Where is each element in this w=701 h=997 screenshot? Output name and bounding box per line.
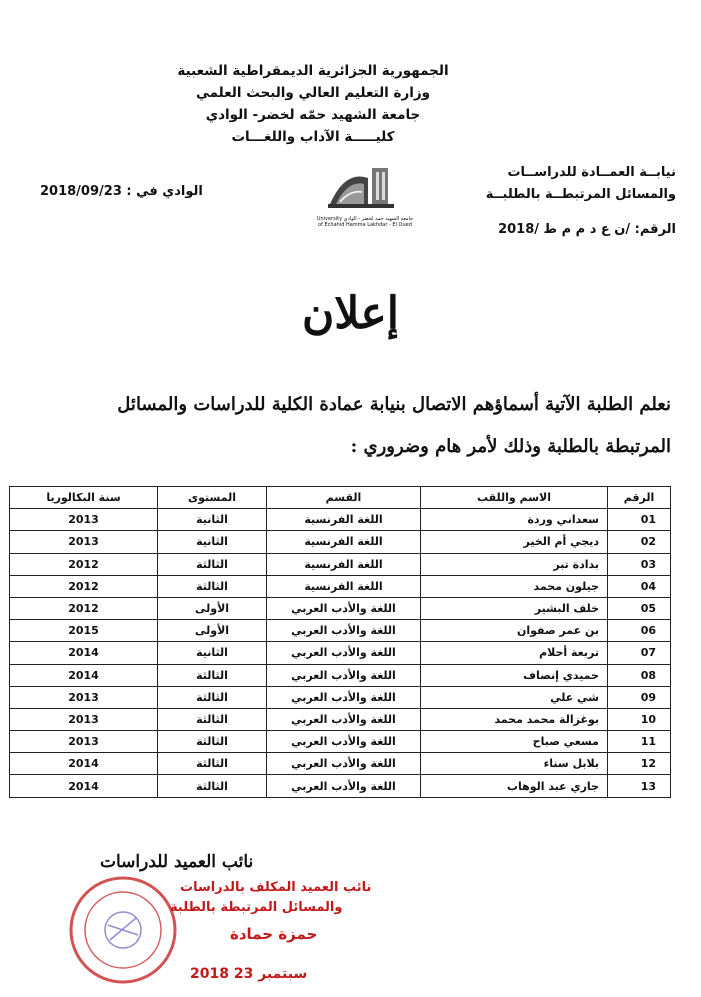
student-department: اللغة والأدب العربي	[267, 664, 421, 686]
row-number: 11	[608, 731, 671, 753]
header-level: المستوى	[158, 487, 267, 509]
row-number: 10	[608, 708, 671, 730]
row-number: 01	[608, 509, 671, 531]
student-bac-year: 2013	[10, 708, 158, 730]
table-row	[10, 553, 671, 575]
student-bac-year: 2013	[10, 509, 158, 531]
header-bac-year: سنة البكالوريا	[10, 487, 158, 509]
row-number: 13	[608, 775, 671, 797]
table-row	[10, 664, 671, 686]
table-row	[10, 642, 671, 664]
table-row	[10, 597, 671, 619]
student-level: الأولى	[158, 620, 267, 642]
student-level: الثانية	[158, 509, 267, 531]
student-level: الثالثة	[158, 664, 267, 686]
student-name: تربعة أحلام	[421, 642, 608, 664]
row-number: 05	[608, 597, 671, 619]
stamp-name: حمزة حمادة	[230, 925, 318, 943]
student-bac-year: 2012	[10, 597, 158, 619]
student-department: اللغة الفرنسية	[267, 509, 421, 531]
student-level: الثانية	[158, 642, 267, 664]
students-table	[9, 486, 671, 798]
row-number: 08	[608, 664, 671, 686]
student-bac-year: 2014	[10, 753, 158, 775]
student-level: الأولى	[158, 597, 267, 619]
reference-number: الرقم: /ن ع د م م ط /2018	[498, 222, 676, 237]
student-department: اللغة والأدب العربي	[267, 775, 421, 797]
student-bac-year: 2014	[10, 664, 158, 686]
student-department: اللغة والأدب العربي	[267, 708, 421, 730]
student-level: الثالثة	[158, 553, 267, 575]
republic-name: الجمهورية الجزائرية الديمقراطية الشعبية	[177, 63, 449, 79]
table-row	[10, 575, 671, 597]
student-level: الثالثة	[158, 575, 267, 597]
student-bac-year: 2013	[10, 686, 158, 708]
row-number: 12	[608, 753, 671, 775]
student-name: بن عمر صفوان	[421, 620, 608, 642]
header-number: الرقم	[608, 487, 671, 509]
student-level: الثالثة	[158, 731, 267, 753]
student-name: مسعي صباح	[421, 731, 608, 753]
row-number: 07	[608, 642, 671, 664]
table-row	[10, 620, 671, 642]
student-department: اللغة والأدب العربي	[267, 753, 421, 775]
logo-caption: جامعة الشهيد حمه لخضر - الوادي University of Echahid Hamma Lakhdar - El Oued	[316, 216, 414, 228]
document-header	[163, 60, 463, 148]
student-bac-year: 2012	[10, 553, 158, 575]
document-date: الوادي في : 2018/09/23	[40, 184, 203, 199]
student-bac-year: 2013	[10, 531, 158, 553]
student-bac-year: 2012	[10, 575, 158, 597]
header-name: الاسم واللقب	[421, 487, 608, 509]
student-bac-year: 2015	[10, 620, 158, 642]
student-department: اللغة الفرنسية	[267, 553, 421, 575]
student-level: الثانية	[158, 531, 267, 553]
official-seal-icon	[48, 870, 198, 990]
table-row	[10, 753, 671, 775]
student-department: اللغة والأدب العربي	[267, 620, 421, 642]
ministry-name: وزارة التعليم العالي والبحث العلمي	[195, 85, 431, 101]
student-name: شي علي	[421, 686, 608, 708]
office-line-2: والمسائل المرتبطــة بالطلبــة	[485, 187, 676, 202]
stamp-date: 2018 سبتمبر 23	[190, 966, 308, 982]
row-number: 06	[608, 620, 671, 642]
page-title: إعلان	[301, 288, 400, 339]
student-department: اللغة الفرنسية	[267, 575, 421, 597]
student-bac-year: 2013	[10, 731, 158, 753]
intro-line-2: المرتبطة بالطلبة وذلك لأمر هام وضروري :	[350, 436, 671, 457]
student-level: الثالثة	[158, 708, 267, 730]
stamp-line-1: نائب العميد المكلف بالدراسات	[180, 880, 372, 895]
student-name: ديجي أم الخير	[421, 531, 608, 553]
table-row	[10, 708, 671, 730]
student-bac-year: 2014	[10, 775, 158, 797]
student-name: بوغزالة محمد محمد	[421, 708, 608, 730]
student-name: جيلون محمد	[421, 575, 608, 597]
header-department: القسم	[267, 487, 421, 509]
office-line-1: نيابــة العمــادة للدراســات	[507, 165, 676, 180]
stamp-line-2: والمسائل المرتبطة بالطلبة	[170, 900, 343, 915]
student-department: اللغة الفرنسية	[267, 531, 421, 553]
intro-line-1: نعلم الطلبة الآتية أسماؤهم الاتصال بنيابة عمادة الكلية للدراسات والمسائل	[117, 394, 671, 415]
student-name: بدادة تبر	[421, 553, 608, 575]
student-name: سعداني وردة	[421, 509, 608, 531]
table-row	[10, 686, 671, 708]
student-department: اللغة والأدب العربي	[267, 597, 421, 619]
table-row	[10, 509, 671, 531]
student-name: حميدي إنصاف	[421, 664, 608, 686]
student-department: اللغة والأدب العربي	[267, 642, 421, 664]
student-level: الثالثة	[158, 753, 267, 775]
student-department: اللغة والأدب العربي	[267, 731, 421, 753]
row-number: 04	[608, 575, 671, 597]
faculty-name: كليـــــة الآداب واللغـــات	[231, 129, 395, 145]
row-number: 09	[608, 686, 671, 708]
table-row	[10, 731, 671, 753]
student-name: بلابل سناء	[421, 753, 608, 775]
office-block	[476, 162, 676, 206]
row-number: 02	[608, 531, 671, 553]
university-name: جامعة الشهيد حمّه لخضر- الوادي	[205, 107, 421, 123]
row-number: 03	[608, 553, 671, 575]
student-department: اللغة والأدب العربي	[267, 686, 421, 708]
table-header-row	[10, 487, 671, 509]
signature-title: نائب العميد للدراسات	[100, 852, 254, 872]
student-level: الثالثة	[158, 775, 267, 797]
student-bac-year: 2014	[10, 642, 158, 664]
student-name: خلف البشير	[421, 597, 608, 619]
table-row	[10, 775, 671, 797]
student-name: جاري عبد الوهاب	[421, 775, 608, 797]
student-level: الثالثة	[158, 686, 267, 708]
table-row	[10, 531, 671, 553]
